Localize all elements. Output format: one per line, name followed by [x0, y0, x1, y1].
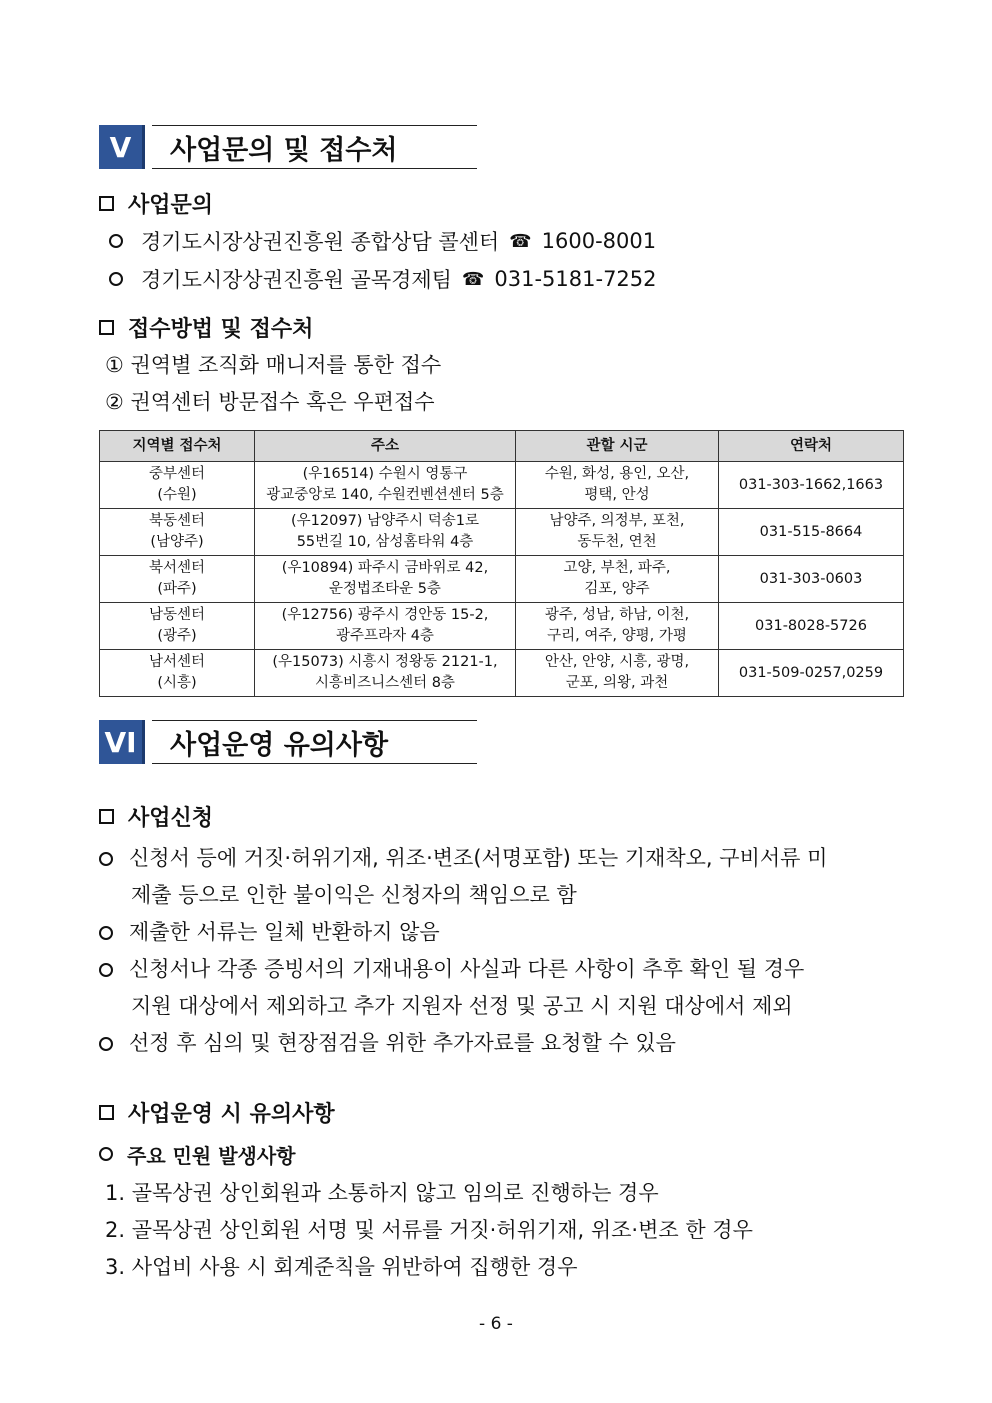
- application-item: 제출한 서류는 일체 반환하지 않음: [99, 914, 899, 951]
- reception-centers-table: [99, 430, 904, 697]
- reception-method: ① 권역별 조직화 매니저를 통한 접수: [105, 353, 442, 377]
- table-row: [100, 462, 904, 509]
- contact-cell: 031-509-0257,0259: [719, 650, 904, 697]
- reception-heading-label: 접수방법 및 접수처: [128, 316, 314, 342]
- circle-bullet-icon: [109, 234, 123, 248]
- region-cell: 광주, 성남, 하남, 이천, 구리, 여주, 양평, 가평: [516, 603, 719, 650]
- circle-bullet-icon: [99, 852, 113, 866]
- list-item: 2. 골목상권 상인회원 서명 및 서류를 거짓·허위기재, 위조·변조 한 경우: [105, 1218, 753, 1242]
- address-cell: (우15073) 시흥시 정왕동 2121-1, 시흥비즈니스센터 8층: [255, 650, 516, 697]
- address-cell: (우12756) 광주시 경안동 15-2, 광주프라자 4층: [255, 603, 516, 650]
- operation-heading-label: 사업운영 시 유의사항: [128, 1101, 335, 1127]
- reception-method: ② 권역센터 방문접수 혹은 우편접수: [105, 390, 435, 414]
- circle-bullet-icon: [99, 1147, 113, 1161]
- center-cell: 중부센터 (수원): [100, 462, 255, 509]
- inquiry-item: [109, 264, 657, 294]
- address-cell: (우12097) 남양주시 덕송1로 55번길 10, 삼성홈타워 4층: [255, 509, 516, 556]
- region-cell: 안산, 안양, 시흥, 광명, 군포, 의왕, 과천: [516, 650, 719, 697]
- operation-heading: [99, 1097, 335, 1127]
- contact-cell: 031-8028-5726: [719, 603, 904, 650]
- region-cell: 수원, 화성, 용인, 오산, 평택, 안성: [516, 462, 719, 509]
- inquiry-heading: [99, 188, 213, 218]
- inquiry-item-text: 경기도시장상권진흥원 종합상담 콜센터: [141, 230, 500, 254]
- checkbox-square-icon: [99, 1105, 114, 1120]
- phone-number: 031-5181-7252: [494, 267, 657, 291]
- section-number-badge: V: [99, 125, 145, 169]
- column-header: 관할 시군: [516, 431, 719, 462]
- checkbox-square-icon: [99, 196, 114, 211]
- section-title: 사업운영 유의사항: [152, 720, 477, 764]
- section-number-badge: VI: [99, 720, 145, 764]
- list-item: 3. 사업비 사용 시 회계준칙을 위반하여 집행한 경우: [105, 1255, 578, 1279]
- contact-cell: 031-303-0603: [719, 556, 904, 603]
- region-cell: 남양주, 의정부, 포천, 동두천, 연천: [516, 509, 719, 556]
- center-cell: 북서센터 (파주): [100, 556, 255, 603]
- list-item: 1. 골목상권 상인회원과 소통하지 않고 임의로 진행하는 경우: [105, 1181, 659, 1205]
- table-row: [100, 650, 904, 697]
- column-header: 연락처: [719, 431, 904, 462]
- circle-bullet-icon: [109, 272, 123, 286]
- phone-icon: ☎: [509, 230, 532, 252]
- section-title: 사업문의 및 접수처: [152, 125, 477, 169]
- checkbox-square-icon: [99, 809, 114, 824]
- address-cell: (우16514) 수원시 영통구 광교중앙로 140, 수원컨벤션센터 5층: [255, 462, 516, 509]
- inquiry-heading-label: 사업문의: [128, 192, 214, 218]
- operation-list: [105, 1175, 895, 1286]
- application-item-continued: 지원 대상에서 제외하고 추가 지원자 선정 및 공고 시 지원 대상에서 제외: [131, 994, 793, 1018]
- application-item: 신청서 등에 거짓·허위기재, 위조·변조(서명포함) 또는 기재착오, 구비서류 미: [99, 840, 899, 877]
- center-cell: 북동센터 (남양주): [100, 509, 255, 556]
- application-list: [99, 840, 899, 1062]
- circle-bullet-icon: [99, 926, 113, 940]
- table-header-row: [100, 431, 904, 462]
- table-row: [100, 556, 904, 603]
- address-cell: (우10894) 파주시 금바위로 42, 운정법조타운 5층: [255, 556, 516, 603]
- center-cell: 남서센터 (시흥): [100, 650, 255, 697]
- center-cell: 남동센터 (광주): [100, 603, 255, 650]
- column-header: 주소: [255, 431, 516, 462]
- phone-icon: ☎: [461, 268, 485, 290]
- phone-number: 1600-8001: [541, 229, 657, 253]
- application-item: 선정 후 심의 및 현장점검을 위한 추가자료를 요청할 수 있음: [99, 1025, 899, 1062]
- circle-bullet-icon: [99, 1037, 113, 1051]
- contact-cell: 031-303-1662,1663: [719, 462, 904, 509]
- page-number: - 6 -: [479, 1314, 513, 1334]
- reception-heading: [99, 312, 313, 342]
- region-cell: 고양, 부천, 파주, 김포, 양주: [516, 556, 719, 603]
- inquiry-item-text: 경기도시장상권진흥원 골목경제팀: [141, 268, 452, 292]
- column-header: 지역별 접수처: [100, 431, 255, 462]
- application-item-continued: 제출 등으로 인한 불이익은 신청자의 책임으로 함: [131, 883, 577, 907]
- operation-subheading: 주요 민원 발생사항: [99, 1139, 296, 1169]
- table-row: [100, 603, 904, 650]
- application-heading-label: 사업신청: [128, 805, 214, 831]
- application-heading: [99, 801, 213, 831]
- checkbox-square-icon: [99, 320, 114, 335]
- table-row: [100, 509, 904, 556]
- inquiry-item: [109, 226, 656, 256]
- application-item: 신청서나 각종 증빙서의 기재내용이 사실과 다른 사항이 추후 확인 될 경우: [99, 951, 899, 988]
- contact-cell: 031-515-8664: [719, 509, 904, 556]
- circle-bullet-icon: [99, 963, 113, 977]
